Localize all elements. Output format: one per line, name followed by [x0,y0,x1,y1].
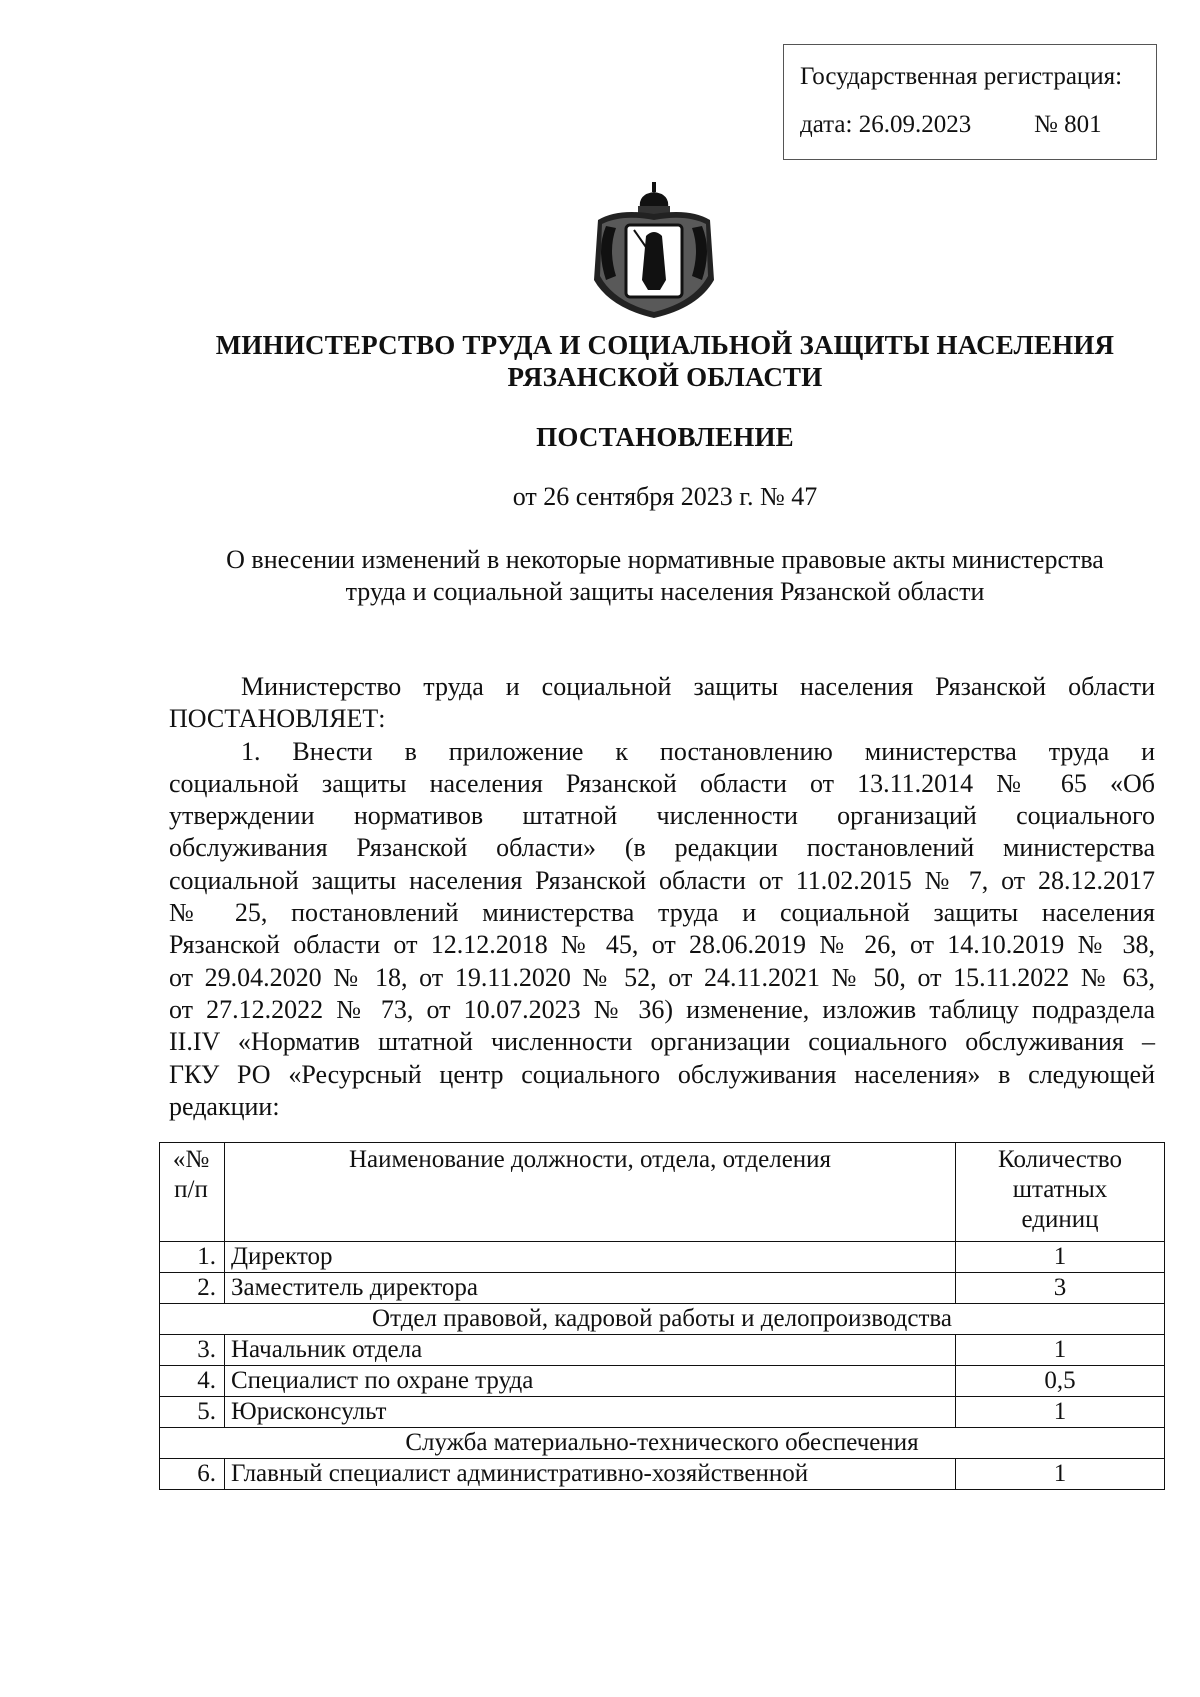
table-row [160,1273,1165,1304]
table-section-row [160,1304,1165,1335]
row-position: Юрисконсульт [225,1397,956,1428]
body-line: редакции: [169,1091,280,1121]
row-quantity: 3 [956,1273,1165,1304]
header-number-line: «№ [172,1146,210,1173]
header-quantity-line: единиц [1021,1206,1099,1233]
row-position: Главный специалист административно-хозяйственной [225,1459,956,1490]
row-number: 1. [160,1242,225,1273]
registration-stamp [783,44,1157,160]
row-quantity: 1 [956,1397,1165,1428]
registration-number: № 801 [1034,111,1102,138]
row-number: 6. [160,1459,225,1490]
document-date-number: от 26 сентября 2023 г. № 47 [512,482,818,511]
header-quantity [956,1143,1165,1242]
table-row [160,1366,1165,1397]
body-line: ГКУ РО «Ресурсный центр социального обслуживания населения» в следующей [169,1059,1155,1089]
header-number [160,1143,225,1242]
header-quantity-line: штатных [1012,1176,1108,1203]
row-position: Заместитель директора [225,1273,956,1304]
row-number: 4. [160,1366,225,1397]
registration-label: Государственная регистрация: [800,63,1123,90]
row-quantity: 1 [956,1459,1165,1490]
ministry-name-line2: РЯЗАНСКОЙ ОБЛАСТИ [507,362,823,392]
body-line: от 29.04.2020 № 18, от 19.11.2020 № 52, от 24.11.2021 № 50, от 15.11.2022 № 63, [169,962,1155,992]
table-header-row [160,1143,1165,1242]
table-row [160,1242,1165,1273]
table-section-row [160,1428,1165,1459]
header-number-line: п/п [174,1176,208,1203]
subject-line1: О внесении изменений в некоторые нормативные правовые акты министерства [226,545,1104,574]
section-title: Служба материально-технического обеспечения [160,1428,1165,1459]
body-line: ПОСТАНОВЛЯЕТ: [169,704,386,734]
row-position: Директор [225,1242,956,1273]
row-number: 3. [160,1335,225,1366]
body-line: II.IV «Норматив штатной численности организации социального обслуживания – [169,1027,1155,1057]
row-number: 2. [160,1273,225,1304]
row-position: Начальник отдела [225,1335,956,1366]
body-line: обслуживания Рязанской области» (в редакции постановлений министерства [169,833,1155,863]
body-line: утверждении нормативов штатной численности организаций социального [169,801,1155,831]
staff-norms-table [159,1142,1165,1490]
table-row [160,1335,1165,1366]
body-line: 1. Внести в приложение к постановлению министерства труда и [241,736,1155,766]
section-title: Отдел правовой, кадровой работы и делопроизводства [160,1304,1165,1335]
table-row [160,1397,1165,1428]
subject-line2: труда и социальной защиты населения Рязанской области [345,577,985,606]
coat-of-arms-emblem [588,180,720,320]
row-quantity: 1 [956,1242,1165,1273]
document-body [169,671,1155,1123]
body-line: Министерство труда и социальной защиты населения Рязанской области [241,672,1155,701]
table-row [160,1459,1165,1490]
registration-date: дата: 26.09.2023 [800,111,972,138]
body-line: № 25, постановлений министерства труда и социальной защиты населения [169,898,1155,928]
body-line: от 27.12.2022 № 73, от 10.07.2023 № 36) изменение, изложив таблицу подраздела [169,994,1155,1024]
header-name: Наименование должности, отдела, отделения [225,1143,956,1242]
row-quantity: 1 [956,1335,1165,1366]
body-line: Рязанской области от 12.12.2018 № 45, от 28.06.2019 № 26, от 14.10.2019 № 38, [169,930,1155,960]
body-line: социальной защиты населения Рязанской области от 11.02.2015 № 7, от 28.12.2017 [169,865,1155,895]
row-position: Специалист по охране труда [225,1366,956,1397]
row-number: 5. [160,1397,225,1428]
body-line: социальной защиты населения Рязанской области от 13.11.2014 № 65 «Об [169,768,1155,798]
document-type: ПОСТАНОВЛЕНИЕ [536,422,794,452]
row-quantity: 0,5 [956,1366,1165,1397]
header-quantity-line: Количество [998,1146,1122,1173]
ministry-name-line1: МИНИСТЕРСТВО ТРУДА И СОЦИАЛЬНОЙ ЗАЩИТЫ НАСЕЛЕНИЯ [215,330,1115,360]
